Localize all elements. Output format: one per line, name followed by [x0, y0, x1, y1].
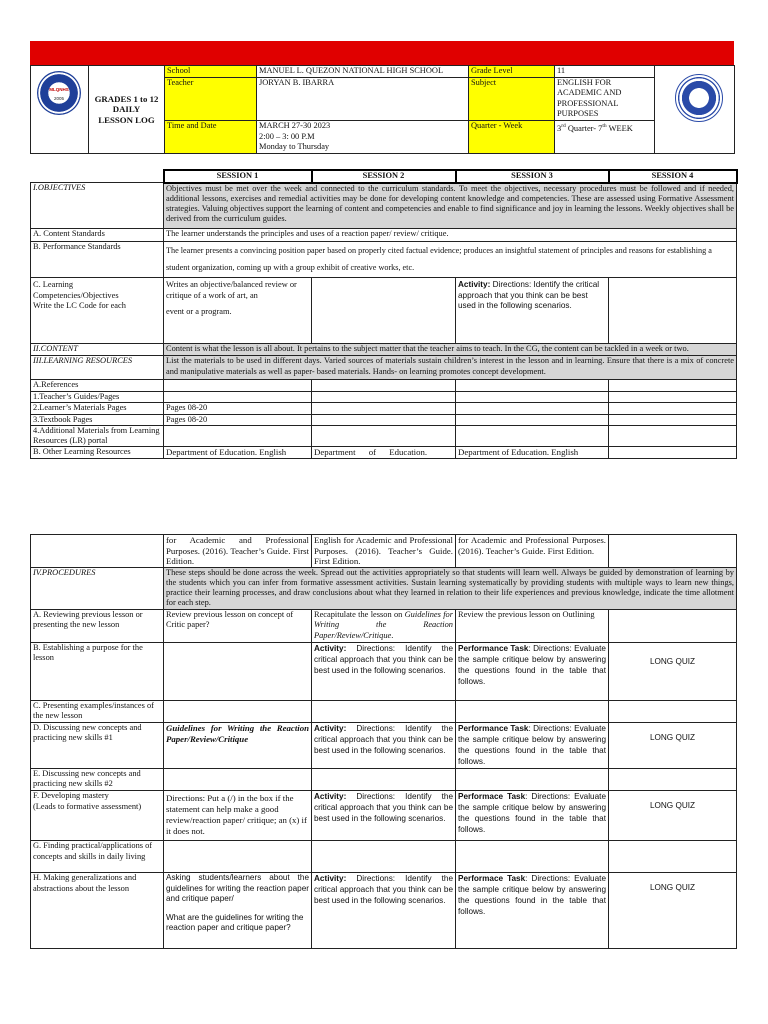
red-header-bar — [30, 41, 734, 65]
content-label: II.CONTENT — [31, 344, 164, 356]
procedure-f-activity-label: Activity: — [314, 791, 347, 801]
procedure-b-task-text: : Directions: Evaluate the sample critique below by answering the questions found in the table that follows. — [458, 643, 606, 686]
subject-label: Subject — [469, 77, 555, 120]
procedures-text: These steps should be done across the week. Spread out the activities appropriately so that students will learn well. Always be guided by demonstration of learning by the students which you can infer from formative assessment activities. Sustain learning systematically by providing students with multiple ways to learn new things, practice their learning processes, and draw conclusions about what they learned in relation to their life experiences and previous knowledge, indicate the time allotment for each step. — [164, 567, 737, 609]
lc-session4 — [609, 278, 737, 344]
procedure-f-activity-text: Directions: Identify the critical approach that you think can be best used in the following scenarios. — [314, 791, 453, 823]
teacher-label: Teacher — [165, 77, 257, 120]
long-quiz-d: LONG QUIZ — [649, 732, 696, 742]
header-table — [30, 65, 735, 154]
procedure-d-activity-label: Activity: — [314, 723, 347, 733]
lc-label-line3: Write the LC Code for each — [33, 301, 126, 311]
procedure-a-s2-text: Recapitulate the lesson on — [314, 609, 405, 619]
procedure-d-task-text: : Directions: Evaluate the sample critique below by answering the questions found in the table that follows. — [458, 723, 606, 766]
procedure-h-activity-text: Directions: Identify the critical approach that you think can be best used in the following scenarios. — [314, 873, 453, 905]
procedure-a-s3: Review the previous lesson on Outlining — [456, 609, 609, 642]
additional-materials-label: 4.Additional Materials from Learning Resources (LR) portal — [31, 426, 164, 447]
procedure-b-label: B. Establishing a purpose for the lesson — [31, 642, 164, 700]
procedure-g-label: G. Finding practical/applications of concepts and skills in daily living — [31, 840, 164, 872]
quarter-week-value: 3rd Quarter- 7th WEEK — [555, 120, 655, 153]
procedure-f-s2 — [312, 790, 456, 840]
procedures-label: IV.PROCEDURES — [31, 567, 164, 609]
lc-session2 — [312, 278, 456, 344]
procedure-f-s4 — [609, 790, 737, 840]
continued-s2: English for Academic and Professional Purposes. (2016). Teacher’s Guide. First Edition. — [312, 535, 456, 568]
procedure-f-task-text: : Directions: Evaluate the sample critique below by answering the questions found in the table that follows. — [458, 791, 606, 834]
textbook-pages-s1: Pages 08-20 — [164, 414, 312, 426]
procedure-d-s3 — [456, 722, 609, 768]
continued-s1: for Academic and Professional Purposes. (2016). Teacher’s Guide. First Edition. — [164, 535, 312, 568]
time-date-line2: 2:00 – 3: 00 P.M — [259, 131, 315, 141]
long-quiz-b: LONG QUIZ — [649, 656, 696, 666]
procedure-b-s3 — [456, 642, 609, 700]
session-3-header: SESSION 3 — [456, 170, 609, 183]
procedure-h-s3 — [456, 872, 609, 948]
procedure-h-s1 — [164, 872, 312, 948]
other-resources-s1: Department of Education. English — [164, 447, 312, 459]
school-value: MANUEL L. QUEZON NATIONAL HIGH SCHOOL — [257, 66, 469, 78]
content-standards-text: The learner understands the principles and uses of a reaction paper/ review/ critique. — [164, 229, 737, 242]
dll-table-page2 — [30, 534, 737, 949]
procedure-a-s1: Review previous lesson on concept of Critic paper? — [164, 609, 312, 642]
session-1-header: SESSION 1 — [164, 170, 312, 183]
objectives-text: Objectives must be met over the week and connected to the curriculum standards. To meet the objectives, necessary procedures must be followed and if needed, additional lessons, exercises and remedial activities may be done for developing content knowledge and competencies. These are assessed using Formative Assessment strategies. Valuing objectives support the learning of content and competencies and enable to find significance and joy in learning the lessons. Weekly objectives shall be derived from the curriculum guides. — [164, 183, 737, 229]
procedure-b-task-label: Performance Task — [458, 643, 529, 653]
learners-materials-label: 2.Learner’s Materials Pages — [31, 403, 164, 415]
lc-label-line2: Competencies/Objectives — [33, 290, 119, 300]
procedure-b-s4 — [609, 642, 737, 700]
continued-s3: for Academic and Professional Purposes. (2016). Teacher’s Guide. First Edition. — [456, 535, 609, 568]
grade-level-value: 11 — [555, 66, 655, 78]
objectives-label: I.OBJECTIVES — [31, 183, 164, 229]
lesson-log-title: LESSON LOG — [98, 114, 155, 125]
time-date-line1: MARCH 27-30 2023 — [259, 120, 331, 130]
procedure-h-s1-line1: Asking students/learners about the guidelines for writing the reaction paper and critique paper/ — [166, 872, 309, 904]
time-date-label: Time and Date — [165, 120, 257, 153]
procedure-d-s2 — [312, 722, 456, 768]
title-cell — [89, 66, 165, 154]
procedure-a-s2 — [312, 609, 456, 642]
procedure-d-task-label: Performance Task — [458, 723, 529, 733]
procedure-h-activity-label: Activity: — [314, 873, 347, 883]
procedure-a-label: A. Reviewing previous lesson or presenting the new lesson — [31, 609, 164, 642]
session-4-header: SESSION 4 — [609, 170, 737, 183]
references-label: A.References — [31, 380, 164, 392]
lc-session1 — [164, 278, 312, 344]
procedure-d-s1: Guidelines for Writing the Reaction Paper/Review/Critique — [164, 722, 312, 768]
procedure-f-s1: Directions: Put a (/) in the box if the statement can help make a good review/reaction paper/ critique; an (x) if it does not. — [164, 790, 312, 840]
textbook-pages-label: 3.Textbook Pages — [31, 414, 164, 426]
grades-title: GRADES 1 to 12 — [94, 93, 159, 104]
procedure-f-s3 — [456, 790, 609, 840]
procedure-a-s2-title: Guidelines for Writing the Reaction Paper/Review/Critique — [314, 609, 453, 640]
procedure-h-s2 — [312, 872, 456, 948]
dll-table-page1 — [30, 169, 738, 459]
deped-logo-cell — [655, 66, 735, 154]
teachers-guides-label: 1.Teacher’s Guides/Pages — [31, 391, 164, 403]
school-logo-year: 2005 — [53, 96, 64, 101]
performance-standards-text: The learner presents a convincing position paper based on properly cited factual evidence; produces an insightful statement of principles and reasons for establishing a student organization, coming up with a group exhibit of creative works, etc. — [164, 242, 737, 278]
procedure-h-task-label: Performace Task — [458, 873, 526, 883]
lc-session1-line2: event or a program. — [166, 307, 232, 317]
procedure-f-task-label: Performace Task — [458, 791, 526, 801]
other-resources-s2: Department of Education. — [312, 447, 456, 459]
procedure-b-s2 — [312, 642, 456, 700]
procedure-h-s1-line2: What are the guidelines for writing the reaction paper and critique paper? — [166, 912, 304, 933]
deped-logo-text: DepEd — [691, 96, 707, 102]
school-logo-text: MLQNHS — [49, 87, 69, 92]
time-date-value — [257, 120, 469, 153]
content-text: Content is what the lesson is all about. It pertains to the subject matter that the teacher aims to teach. In the CG, the content can be tackled in a week or two. — [164, 344, 737, 356]
quarter-week-label: Quarter - Week — [469, 120, 555, 153]
daily-title: DAILY — [112, 104, 141, 115]
performance-standards-label: B. Performance Standards — [31, 242, 164, 278]
procedure-h-label: H. Making generalizations and abstractions about the lesson — [31, 872, 164, 948]
procedure-b-activity-label: Activity: — [314, 643, 347, 653]
learners-materials-s1: Pages 08-20 — [164, 403, 312, 415]
other-resources-s3: Department of Education. English — [456, 447, 609, 459]
long-quiz-h: LONG QUIZ — [649, 882, 696, 892]
lc-activity-label: Activity: — [458, 280, 491, 290]
deped-logo — [675, 74, 723, 122]
school-logo-cell — [31, 66, 89, 154]
procedure-a-s2-end: . — [391, 630, 394, 640]
procedure-f-label-line1: F. Developing mastery — [33, 790, 109, 800]
session-2-header: SESSION 2 — [312, 170, 456, 183]
teacher-value: JORYAN B. IBARRA — [257, 77, 469, 120]
learning-resources-text: List the materials to be used in different days. Varied sources of materials sustain children’s interest in the lesson and in learning. Ensure that there is a mix of concrete and manipulative materials as well as paper- based materials. Hands- on learning promotes concept development. — [164, 356, 737, 380]
other-resources-label: B. Other Learning Resources — [31, 447, 164, 459]
school-logo — [37, 71, 81, 115]
grade-level-label: Grade Level — [469, 66, 555, 78]
lc-label-line1: C. Learning — [33, 280, 74, 290]
procedure-d-label: D. Discussing new concepts and practicing new skills #1 — [31, 722, 164, 768]
procedure-f-label-line2: (Leads to formative assessment) — [33, 801, 142, 811]
content-standards-label: A. Content Standards — [31, 229, 164, 242]
lc-session3 — [456, 278, 609, 344]
procedure-h-task-text: : Directions: Evaluate the sample critique below by answering the questions found in the table that follows. — [458, 873, 606, 916]
procedure-d-activity-text: Directions: Identify the critical approach that you think can be best used in the following scenarios. — [314, 723, 453, 755]
procedure-c-label: C. Presenting examples/instances of the new lesson — [31, 700, 164, 722]
learning-competencies-label — [31, 278, 164, 344]
procedure-d-s4 — [609, 722, 737, 768]
learning-resources-label: III.LEARNING RESOURCES — [31, 356, 164, 380]
procedure-h-s4 — [609, 872, 737, 948]
procedure-e-label: E. Discussing new concepts and practicing new skills #2 — [31, 768, 164, 790]
procedure-b-activity-text: Directions: Identify the critical approach that you think can be best used in the following scenarios. — [314, 643, 453, 675]
long-quiz-f: LONG QUIZ — [649, 800, 696, 810]
time-date-line3: Monday to Thursday — [259, 142, 330, 152]
subject-value: ENGLISH FOR ACADEMIC AND PROFESSIONAL PURPOSES — [555, 77, 655, 120]
procedure-f-label — [31, 790, 164, 840]
school-label: School — [165, 66, 257, 78]
lc-activity-text: Directions: Identify the critical approach that you think can be best used in the following scenarios. — [458, 280, 600, 311]
lc-session1-line1: Writes an objective/balanced review or critique of a work of art, an — [166, 280, 297, 300]
